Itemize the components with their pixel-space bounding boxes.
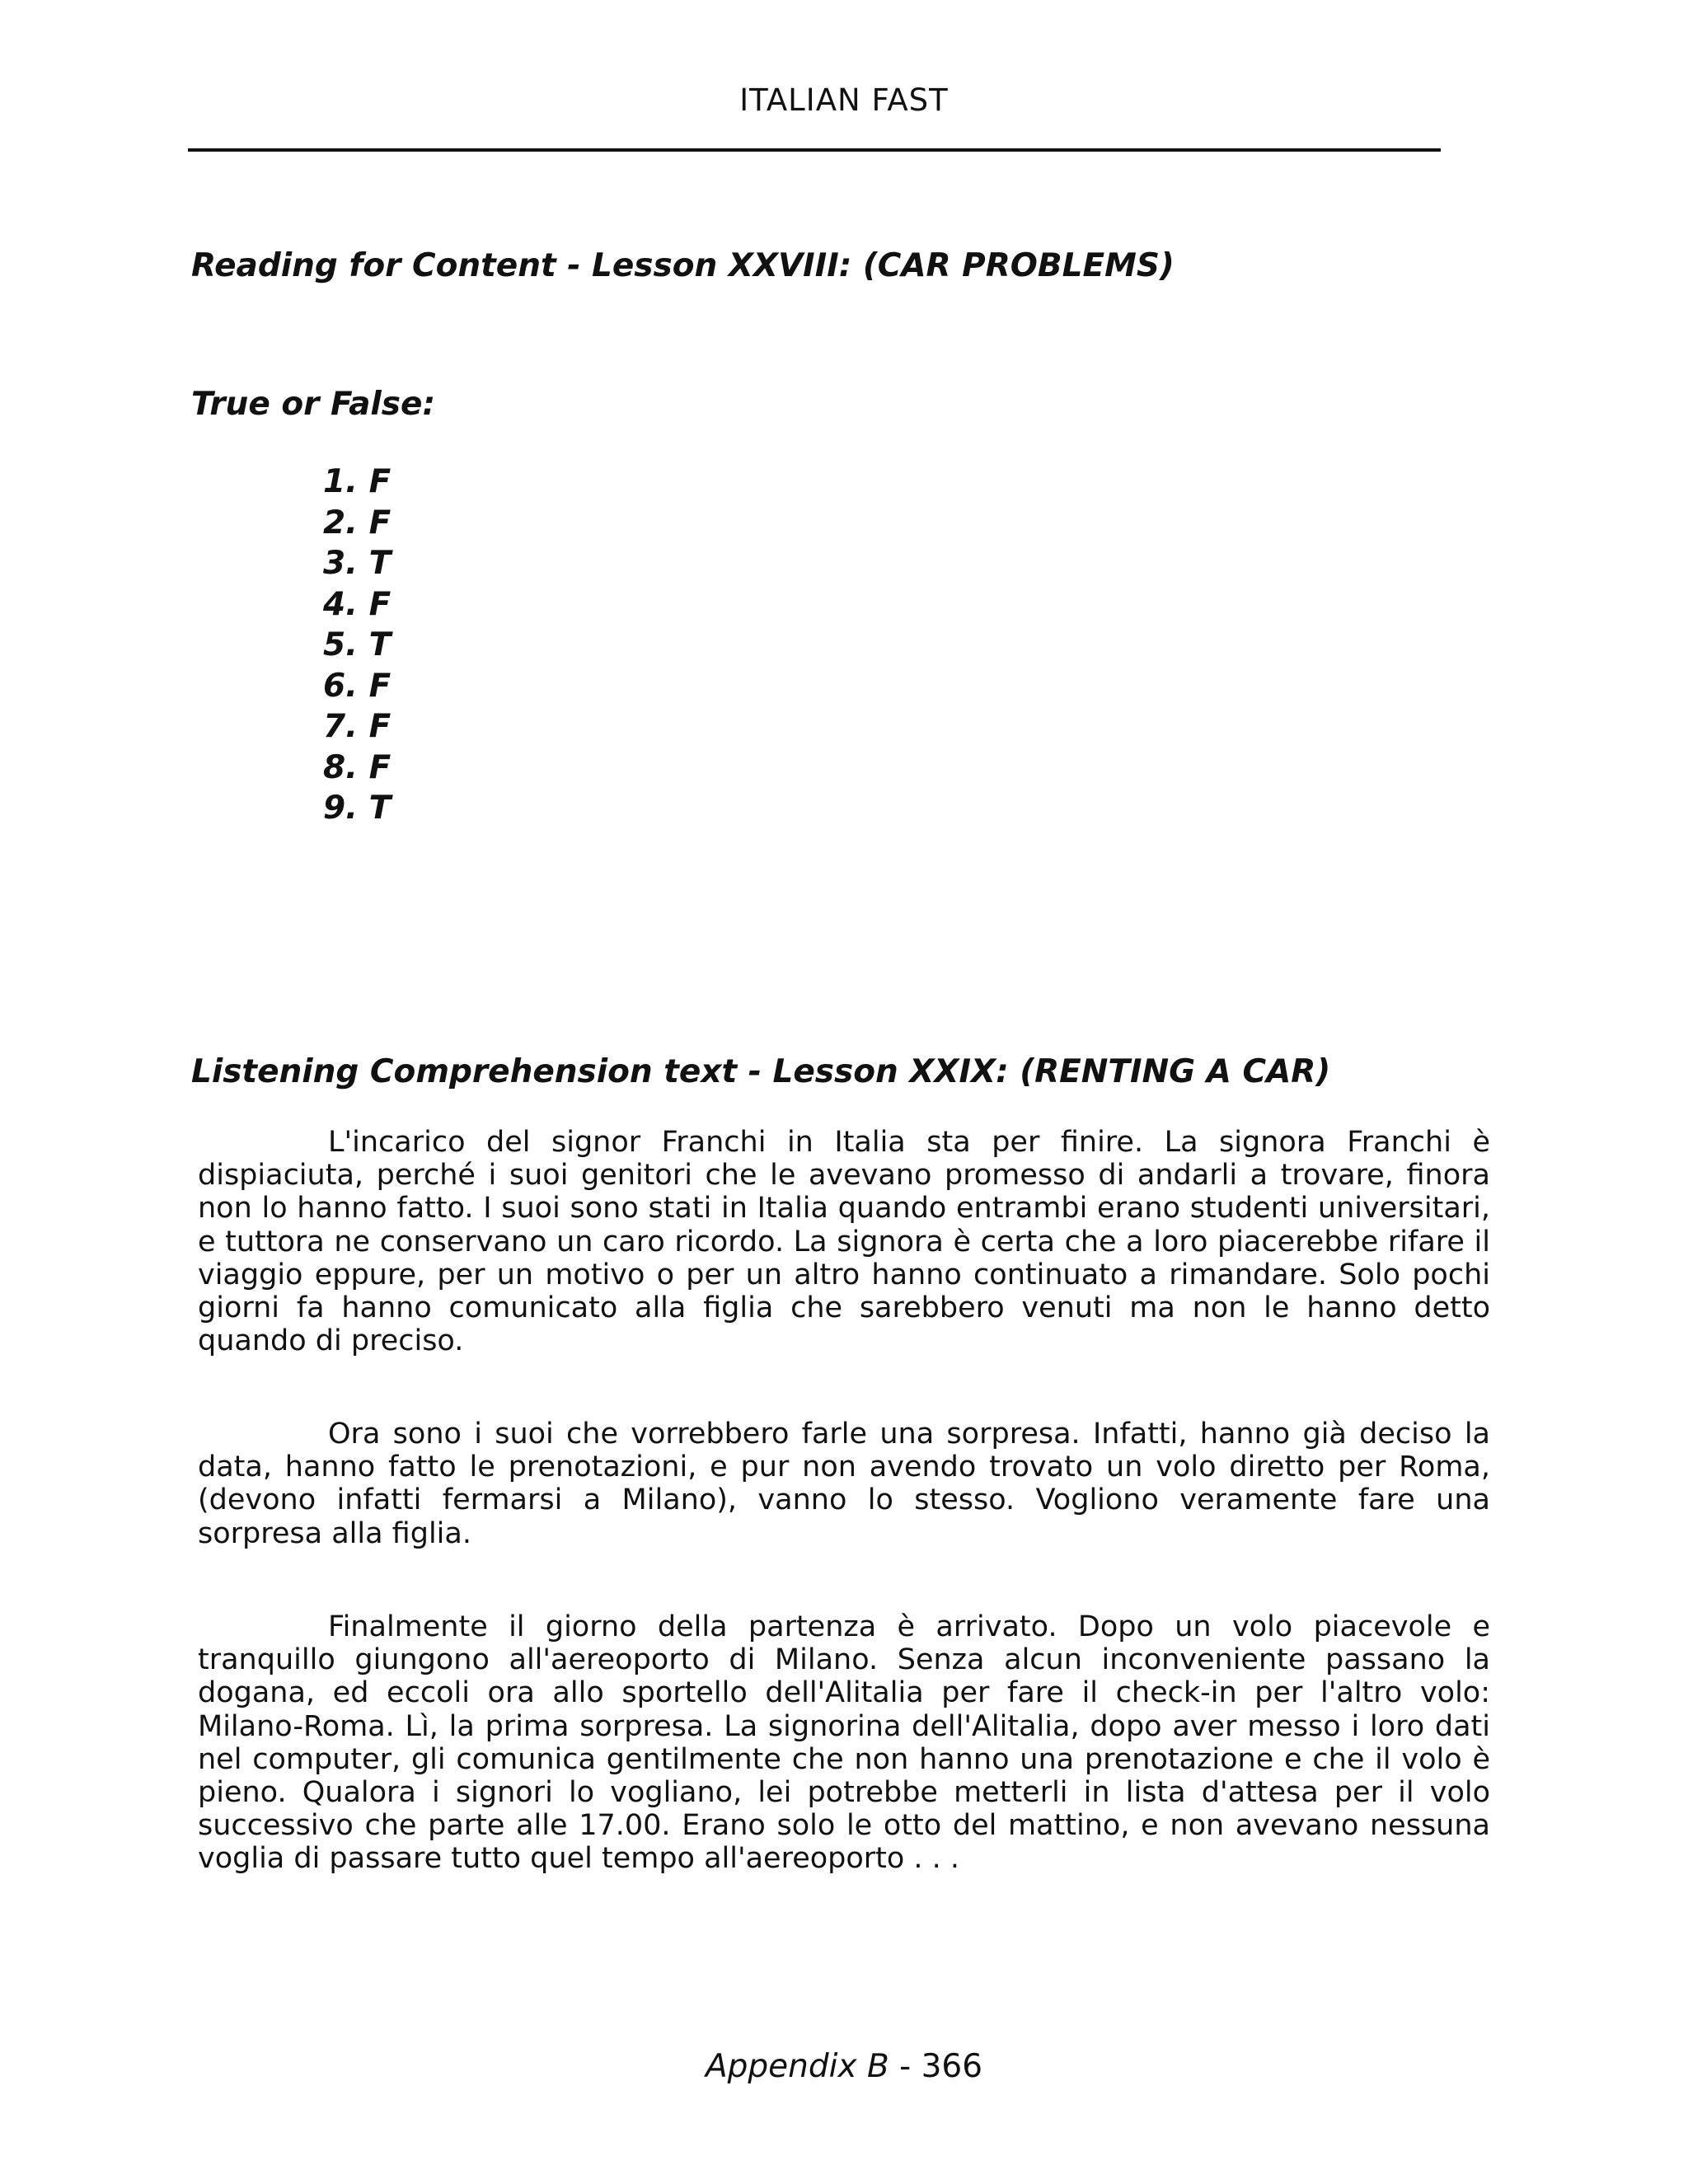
answer-item bbox=[323, 706, 391, 748]
page-number: 366 bbox=[921, 2048, 983, 2085]
answer-list bbox=[323, 462, 391, 829]
reading-section-title: Reading for Content - Lesson XXVIII: (CAR PROBLEMS) bbox=[191, 247, 1175, 284]
answer-value: F bbox=[368, 667, 392, 705]
listening-section-title: Listening Comprehension text - Lesson XXIX: (RENTING A CAR) bbox=[191, 1053, 1331, 1090]
header-rule bbox=[188, 148, 1441, 152]
answer-value: T bbox=[368, 790, 392, 827]
answer-number: 1. bbox=[323, 463, 358, 500]
answer-value: F bbox=[368, 708, 392, 745]
answer-value: T bbox=[368, 626, 392, 663]
page-footer bbox=[0, 2048, 1688, 2085]
answer-item bbox=[323, 625, 391, 666]
answer-value: F bbox=[368, 585, 392, 623]
answer-number: 9. bbox=[323, 790, 358, 827]
answer-number: 2. bbox=[323, 504, 358, 541]
answer-item bbox=[323, 503, 391, 544]
answer-number: 7. bbox=[323, 708, 358, 745]
answer-value: F bbox=[368, 748, 392, 786]
body-paragraph: Finalmente il giorno della partenza è arrivato. Dopo un volo piacevole e tranquillo giungono all'aereoporto di Milano. Senza alcun inconveniente passano la dogana, ed eccoli ora allo sportello dell'Alitalia per fare il check-in per l'altro volo: Milano-Roma. Lì, la prima sorpresa. La signorina dell'Alitalia, dopo aver messo i loro dati nel computer, gli comunica gentilmente che non hanno una prenotazione e che il volo è pieno. Qualora i signori lo vogliano, lei potrebbe metterli in lista d'attesa per il volo successivo che parte alle 17.00. Erano solo le otto del mattino, e non avevano nessuna voglia di passare tutto quel tempo all'aereoporto . . . bbox=[198, 1610, 1490, 1876]
answer-number: 3. bbox=[323, 545, 358, 582]
answer-item bbox=[323, 543, 391, 584]
footer-separator: - bbox=[889, 2048, 921, 2085]
answer-value: F bbox=[368, 504, 392, 541]
answer-item bbox=[323, 748, 391, 789]
answer-item bbox=[323, 788, 391, 829]
true-false-heading: True or False: bbox=[191, 386, 436, 423]
appendix-label: Appendix B bbox=[705, 2048, 889, 2085]
body-paragraph: L'incarico del signor Franchi in Italia sta per finire. La signora Franchi è dispiaciuta, perché i suoi genitori che le avevano promesso di andarli a trovare, finora non lo hanno fatto. I suoi sono stati in Italia quando entrambi erano studenti universitari, e tuttora ne conservano un caro ricordo. La signora è certa che a loro piacerebbe rifare il viaggio eppure, per un motivo o per un altro hanno continuato a rimandare. Solo pochi giorni fa hanno comunicato alla figlia che sarebbero venuti ma non le hanno detto quando di preciso. bbox=[198, 1126, 1490, 1358]
running-header: ITALIAN FAST bbox=[739, 82, 949, 118]
answer-value: F bbox=[368, 463, 392, 500]
answer-value: T bbox=[368, 545, 392, 582]
answer-item bbox=[323, 666, 391, 707]
answer-number: 4. bbox=[323, 585, 358, 623]
answer-number: 6. bbox=[323, 667, 358, 705]
body-paragraph: Ora sono i suoi che vorrebbero farle una sorpresa. Infatti, hanno già deciso la data, hanno fatto le prenotazioni, e pur non avendo trovato un volo diretto per Roma, (devono infatti fermarsi a Milano), vanno lo stesso. Vogliono veramente fare una sorpresa alla figlia. bbox=[198, 1418, 1490, 1550]
answer-item bbox=[323, 584, 391, 626]
answer-number: 5. bbox=[323, 626, 358, 663]
answer-number: 8. bbox=[323, 748, 358, 786]
answer-item bbox=[323, 462, 391, 503]
